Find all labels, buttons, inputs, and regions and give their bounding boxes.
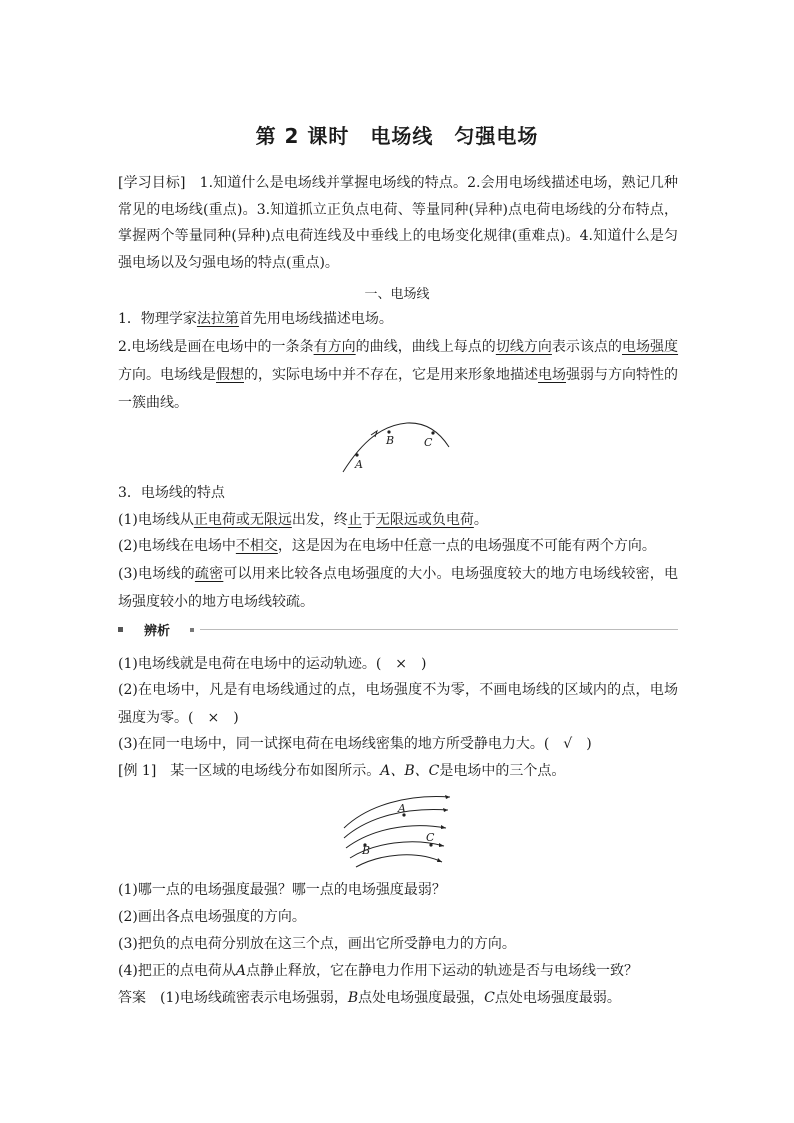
dot-icon [190,628,194,632]
example-points: A、B、C [380,763,440,779]
answer-label: 答案 [118,990,146,1006]
answer-point-1: B [347,990,359,1006]
item-2-blank-5: 电场 [538,367,566,383]
question-3: (3)把负的点电荷分别放在这三个点，画出它所受静电力的方向。 [118,936,516,952]
item-2-blank-1: 有方向 [313,339,356,355]
item-2-text-f: 强弱与方向特性的一簇曲线。 [118,367,678,411]
item-2 [118,333,678,417]
feature-2-text-a: (2)电场线在电场中 [118,538,236,554]
feature-3-blank: 疏密 [194,566,224,582]
objectives-tag: [学习目标] [118,175,186,191]
item-2-text-c: 表示该点的 [551,339,622,355]
question-4-text-a: (4)把正的点电荷从 [118,963,236,979]
question-2: (2)画出各点电场强度的方向。 [118,909,306,925]
arrowhead-icon [443,808,448,812]
feature-3-text-a: (3)电场线的 [118,566,195,582]
section-heading-field-lines: 一、电场线 [364,287,430,302]
answer-text-a: (1)电场线疏密表示电场强弱， [146,990,348,1006]
single-field-line-figure [335,415,460,477]
feature-2-text-b: ，这是因为在电场中任意一点的电场强度不可能有两个方向。 [277,538,656,554]
feature-1-text-c: 于 [361,512,376,528]
label-a: A [398,802,406,815]
analysis-label: 辨析 [144,624,171,639]
point-c [431,431,434,434]
feature-2 [118,536,678,556]
item-2-blank-3: 电场强度 [622,339,679,355]
answer-text-c: 点处电场强度最弱。 [494,990,621,1006]
item-2-text-e: 的，实际电场中并不存在，它是用来形象地描述 [244,367,538,383]
item-1-text: 1．物理学家 [118,311,197,327]
feature-1-text-d: 。 [473,512,488,528]
learning-objectives [118,170,678,276]
question-4-point: A [235,963,246,979]
example-text-b: 是电场中的三个点。 [439,763,566,779]
item-2-blank-4: 假想 [216,367,244,383]
answer-text-b: 点处电场强度最强， [358,990,485,1006]
point-a [355,453,358,456]
label-c: C [426,831,435,844]
question-4-text-b: 点静止释放，它在静电力作用下运动的轨迹是否与电场线一致？ [245,963,638,979]
feature-1-text-b: 出发，终 [291,512,348,528]
label-c: C [424,436,433,449]
example-text-a: 某一区域的电场线分布如图所示。 [156,763,381,779]
judgement-1: (1)电场线就是电荷在电场中的运动轨迹。( × ) [118,656,427,672]
judgement-2: (2)在电场中，凡是有电场线通过的点，电场强度不为零，不画电场线的区域内的点，电场强度为零。( × ) [118,682,678,726]
item-2-text-a: 2.电场线是画在电场中的一条条 [118,339,314,355]
square-bullet-icon [118,627,123,632]
arrowhead-icon [445,795,450,799]
example-1 [118,761,678,781]
page-title: 第 2 课时 电场线 匀强电场 [255,124,539,148]
feature-1-text-a: (1)电场线从 [118,512,194,528]
feature-3 [118,560,678,616]
item-3-heading: 3．电场线的特点 [118,485,225,501]
example-tag: [例 1] [118,763,157,779]
objectives-text: 1.知道什么是电场线并掌握电场线的特点。2.会用电场线描述电场，熟记几种常见的电场线(重点)。3.知道抓立正负点电荷、等量同种(异种)点电荷电场线的分布特点，掌握两个等量同种(异种)点电荷连线及中垂线上的电场变化规律(重难点)。4.知道什么是匀强电场以及匀强电场的特点(重点)。 [118,175,678,271]
judgement-3: (3)在同一电场中，同一试探电荷在电场线密集的地方所受静电力大。( √ ) [118,736,592,752]
feature-3-text-b: 可以用来比较各点电场强度的大小。电场强度较大的地方电场线较密，电场强度较小的地方电场线较疏。 [118,566,678,610]
label-b: B [386,434,395,447]
feature-2-blank: 不相交 [235,538,278,554]
question-1: (1)哪一点的电场强度最强？哪一点的电场强度最弱？ [118,882,446,898]
multi-field-line-figure [338,790,458,870]
feature-1-blank-3: 无限远或负电荷 [375,512,474,528]
arrowhead-icon [437,858,442,862]
item-2-text-d: 方向。电场线是 [118,367,216,383]
label-b: B [362,844,371,857]
arrowhead-icon [441,825,446,829]
question-4 [118,961,678,981]
item-2-text-b: 的曲线，曲线上每点的 [355,339,496,355]
feature-1 [118,510,678,530]
divider-line [200,629,678,630]
item-1 [118,309,678,329]
answer [118,988,678,1008]
item-1-text-end: 首先用电场线描述电场。 [238,311,393,327]
arrowhead-icon [439,843,444,847]
item-1-blank: 法拉第 [196,311,239,327]
feature-1-blank-2: 止 [347,512,362,528]
feature-1-blank-1: 正电荷或无限远 [193,512,292,528]
analysis-separator [118,620,678,640]
label-a: A [355,458,363,471]
answer-point-2: C [484,990,495,1006]
item-2-blank-2: 切线方向 [495,339,552,355]
